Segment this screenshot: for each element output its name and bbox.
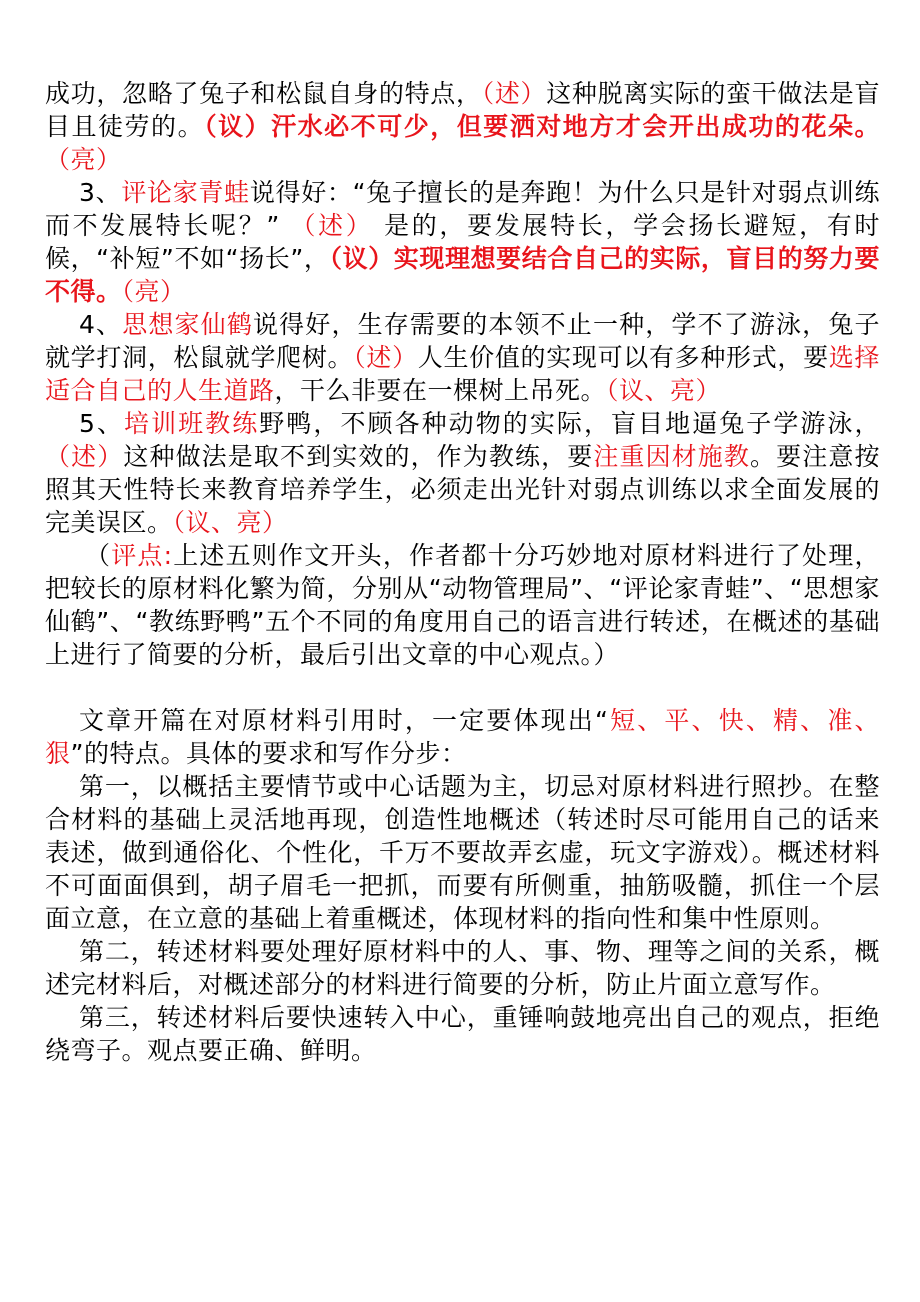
highlighted-text: （亮） xyxy=(121,277,186,306)
text-run: 这种脱离实际的蛮干做法是盲目且徒劳的。 xyxy=(45,79,880,141)
text-run: 是的，要发展特长，学会扬长避短，有时候，“补短”不如“扬长”， xyxy=(45,211,880,273)
highlighted-text: 思想家仙鹤 xyxy=(122,310,253,339)
highlighted-text: （述） xyxy=(45,442,124,471)
text-run: ，干么非要在一棵树上吊死。 xyxy=(274,376,607,405)
highlighted-text: （述） xyxy=(353,343,418,372)
highlighted-text: （亮） xyxy=(45,145,122,174)
text-run: 上述五则作文开头，作者都十分巧妙地对原材料进行了处理，把较长的原材料化繁为简，分别从“动物管理局”、“评论家青蛙”、“思想家仙鹤”、“教练野鸭”五个不同的角度用自己的语言进行转述，在概述的基础上进行了简要的分析，最后引出文章的中心观点。） xyxy=(45,541,880,669)
text-run: 说得好：“兔子擅长的是奔跑！为什么只是针对弱点训练而不发展特长呢？” xyxy=(45,178,880,240)
text-run: 野鸭，不顾各种动物的实际，盲目地逼兔子学游泳， xyxy=(259,409,880,438)
highlighted-text: 评论家青蛙 xyxy=(121,178,250,207)
text-run: （ xyxy=(85,541,112,570)
document-body xyxy=(45,77,880,1067)
text-run: 这种做法是取不到实效的，作为教练，要 xyxy=(123,442,594,471)
paragraph xyxy=(45,308,880,407)
highlighted-text: （议、亮） xyxy=(172,508,288,537)
highlighted-text: 培训班教练 xyxy=(124,409,260,438)
highlighted-text: 选择适合自己的人生道路 xyxy=(45,343,880,405)
text-run: 第一，以概括主要情节或中心话题为主，切忌对原材料进行照抄。在整合材料的基础上灵活地再现，创造性地概述（转述时尽可能用自己的话来表述，做到通俗化、个性化，千万不要故弄玄虚，玩文字游戏）。概述材料不可面面俱到，胡子眉毛一把抓，而要有所侧重，抽筋吸髓，抓住一个层面立意，在立意的基础上着重概述，体现材料的指向性和集中性原则。 xyxy=(45,772,880,933)
paragraph xyxy=(45,77,880,176)
paragraph xyxy=(45,935,880,1001)
text-run: 。要注意按照其天性特长来教育培养学生，必须走出光针对弱点训练以求全面发展的完美误区。 xyxy=(45,442,880,537)
highlighted-text: （议）实现理想要结合自己的实际，盲目的努力要不得。 xyxy=(45,244,880,306)
text-run: 第三，转述材料后要快速转入中心，重锤响鼓地亮出自己的观点，拒绝绕弯子。观点要正确、鲜明。 xyxy=(45,1003,880,1065)
paragraph xyxy=(45,176,880,308)
highlighted-text: （述） xyxy=(290,211,374,240)
text-run: 说得好，生存需要的本领不止一种，学不了游泳，兔子就学打洞，松鼠就学爬树。 xyxy=(45,310,880,372)
text-run: 4、 xyxy=(79,310,123,339)
paragraph xyxy=(45,770,880,935)
highlighted-text: 短、平、快、精、准、狠 xyxy=(45,706,880,768)
highlighted-text: 评点: xyxy=(111,541,173,570)
paragraph xyxy=(45,704,880,770)
text-run: 3、 xyxy=(79,178,122,207)
highlighted-text: （述） xyxy=(481,79,547,108)
highlighted-text: （议、亮） xyxy=(606,376,722,405)
paragraph xyxy=(45,407,880,539)
text-run: ”的特点。具体的要求和写作分步： xyxy=(70,739,467,768)
paragraph xyxy=(45,1001,880,1067)
text-run: 成功，忽略了兔子和松鼠自身的特点， xyxy=(45,79,482,108)
highlighted-text: 注重因材施教 xyxy=(593,442,751,471)
text-run: 第二，转述材料要处理好原材料中的人、事、物、理等之间的关系，概述完材料后，对概述部分的材料进行简要的分析，防止片面立意写作。 xyxy=(45,937,880,999)
text-run: 文章开篇在对原材料引用时，一定要体现出“ xyxy=(79,706,609,735)
text-run: 5、 xyxy=(79,409,125,438)
text-run: 人生价值的实现可以有多种形式，要 xyxy=(417,343,829,372)
paragraph xyxy=(45,539,880,671)
highlighted-text: （议）汗水必不可少，但要洒对地方才会开出成功的花朵。 xyxy=(204,112,880,141)
